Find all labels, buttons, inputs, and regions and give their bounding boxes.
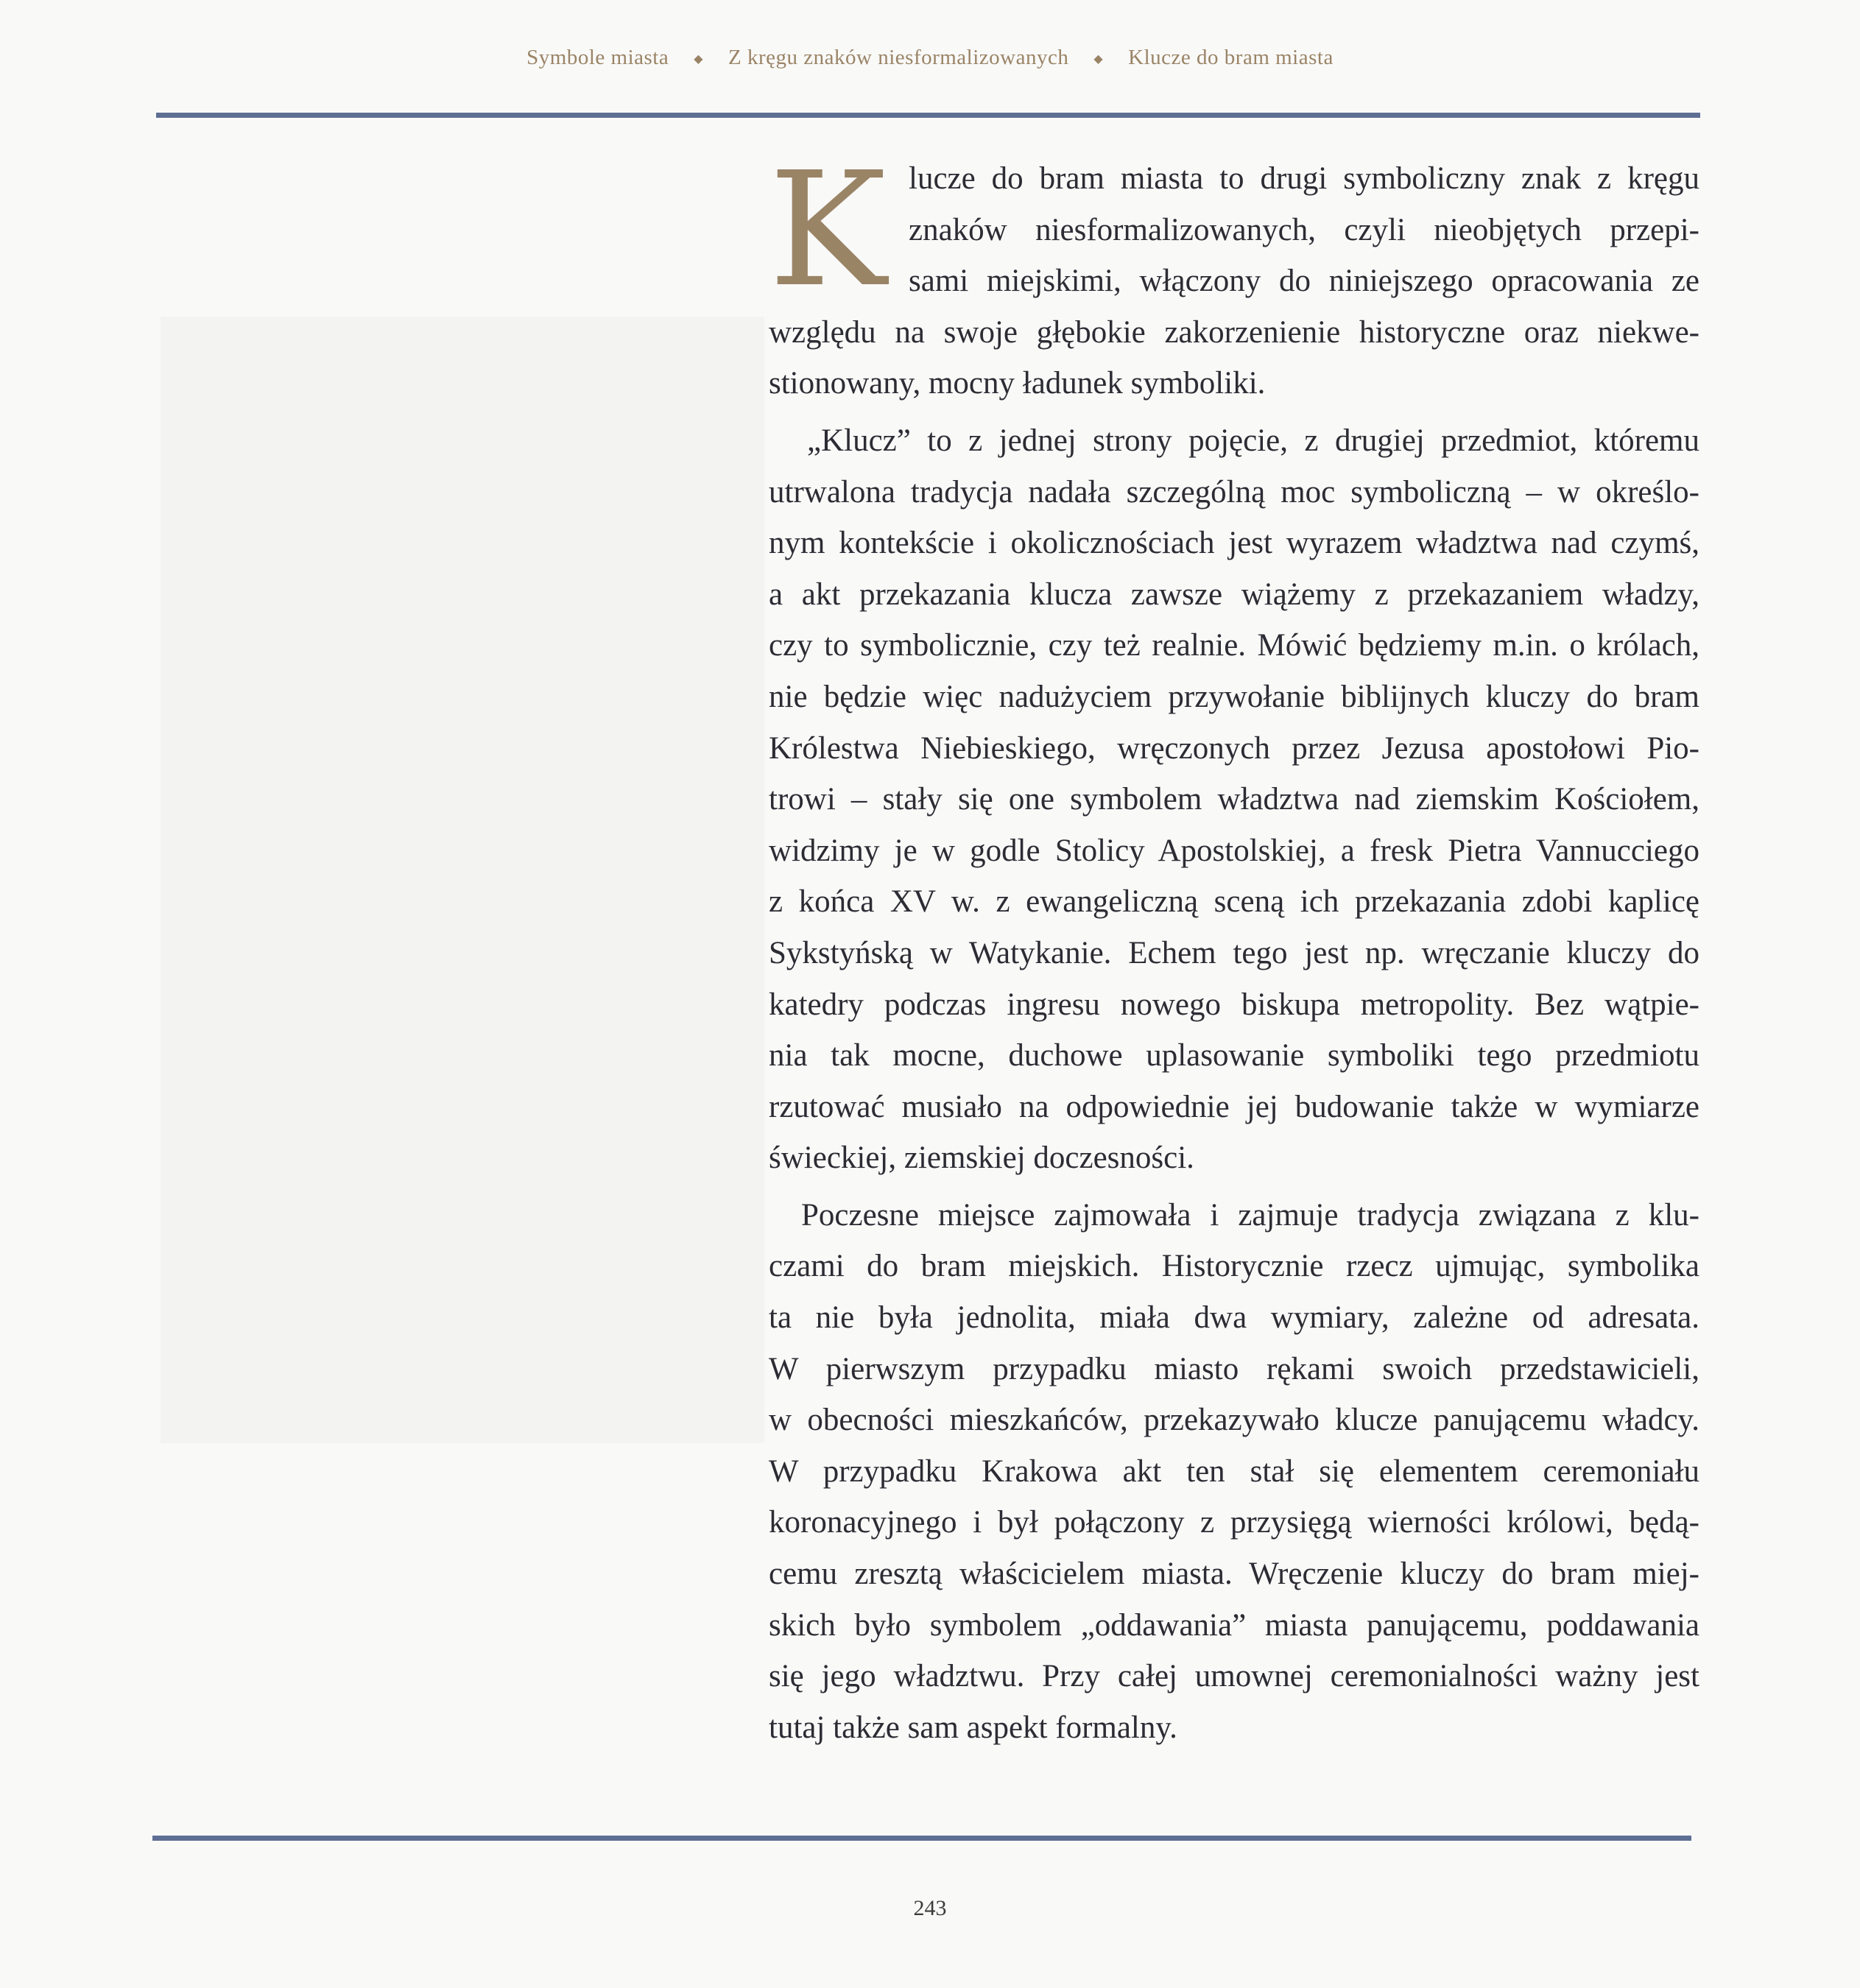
- page-number: 243: [913, 1896, 947, 1920]
- text-line: Sykstyńską w Watykanie. Echem tego jest np. wręczanie kluczy do: [769, 935, 1699, 970]
- text-line: rzutować musiało na odpowiednie jej budowanie także w wymiarze: [769, 1089, 1699, 1124]
- paragraph-3: [769, 1190, 1699, 1754]
- paragraph-1: [769, 138, 1699, 409]
- text-line: trowi – stały się one symbolem władztwa nad ziemskim Kościołem,: [769, 782, 1699, 817]
- header-rule: [156, 113, 1700, 118]
- text-line: utrwalona tradycja nadała szczególną moc symboliczną – w określo-: [769, 474, 1699, 510]
- drop-cap: K: [769, 138, 887, 322]
- running-header: [0, 46, 1860, 70]
- text-line: nym kontekście i okolicznościach jest wyrazem władztwa nad czymś,: [769, 526, 1699, 561]
- text-line: nia tak mocne, duchowe uplasowanie symboliki tego przedmiotu: [769, 1038, 1699, 1074]
- text-line: lucze do bram miasta to drugi symboliczny znak z kręgu: [909, 161, 1699, 196]
- header-subsection-title: Z kręgu znaków niesformalizowanych: [728, 46, 1069, 69]
- text-line: świeckiej, ziemskiej doczesności.: [769, 1141, 1194, 1176]
- text-line: katedry podczas ingresu nowego biskupa metropolity. Bez wątpie-: [769, 987, 1699, 1022]
- text-line: W pierwszym przypadku miasto rękami swoich przedstawicieli,: [769, 1351, 1699, 1386]
- header-section-title: Symbole miasta: [526, 46, 669, 69]
- text-line: nie będzie więc nadużyciem przywołanie biblijnych kluczy do bram: [769, 679, 1699, 714]
- text-line: skich było symbolem „oddawania” miasta panującemu, poddawania: [769, 1607, 1699, 1643]
- text-line: znaków niesformalizowanych, czyli nieobjętych przepi-: [909, 212, 1699, 247]
- text-line: ta nie była jednolita, miała dwa wymiary, zależne od adresata.: [769, 1300, 1699, 1336]
- text-line: Poczesne miejsce zajmowała i zajmuje tradycja związana z klu-: [801, 1197, 1699, 1233]
- text-line: cemu zresztą właścicielem miasta. Wręczenie kluczy do bram miej-: [769, 1557, 1699, 1592]
- text-line: sami miejskimi, włączony do niniejszego opracowania ze: [909, 264, 1699, 299]
- text-line: z końca XV w. z ewangeliczną sceną ich przekazania zdobi kaplicę: [769, 884, 1699, 920]
- body-text: [769, 138, 1699, 1753]
- text-line: czy to symbolicznie, czy też realnie. Mówić będziemy m.in. o królach,: [769, 628, 1699, 663]
- show-through-shadow: [161, 317, 764, 1443]
- text-line: w obecności mieszkańców, przekazywało klucze panującemu władcy.: [769, 1403, 1699, 1438]
- header-chapter-title: Klucze do bram miasta: [1128, 46, 1334, 69]
- footer-rule: [152, 1836, 1691, 1841]
- header-separator-icon: ◆: [1093, 53, 1104, 66]
- text-line: względu na swoje głębokie zakorzenienie historyczne oraz niekwe-: [769, 314, 1699, 350]
- text-line: widzimy je w godle Stolicy Apostolskiej, a fresk Pietra Vannucciego: [769, 833, 1699, 868]
- text-line: W przypadku Krakowa akt ten stał się elementem ceremoniału: [769, 1453, 1699, 1489]
- header-separator-icon: ◆: [694, 53, 704, 66]
- paragraph-2: [769, 415, 1699, 1184]
- text-line: stionowany, mocny ładunek symboliki.: [769, 366, 1266, 401]
- text-line: Królestwa Niebieskiego, wręczonych przez Jezusa apostołowi Pio-: [769, 730, 1699, 766]
- text-line: „Klucz” to z jednej strony pojęcie, z drugiej przedmiot, któremu: [807, 423, 1699, 458]
- text-line: się jego władztwu. Przy całej umownej ceremonialności ważny jest: [769, 1659, 1699, 1694]
- text-line: tutaj także sam aspekt formalny.: [769, 1710, 1177, 1745]
- text-line: koronacyjnego i był połączony z przysięgą wierności królowi, będą-: [769, 1505, 1699, 1540]
- text-line: a akt przekazania klucza zawsze wiążemy z przekazaniem władzy,: [769, 577, 1699, 612]
- text-line: czami do bram miejskich. Historycznie rzecz ujmując, symbolika: [769, 1249, 1699, 1284]
